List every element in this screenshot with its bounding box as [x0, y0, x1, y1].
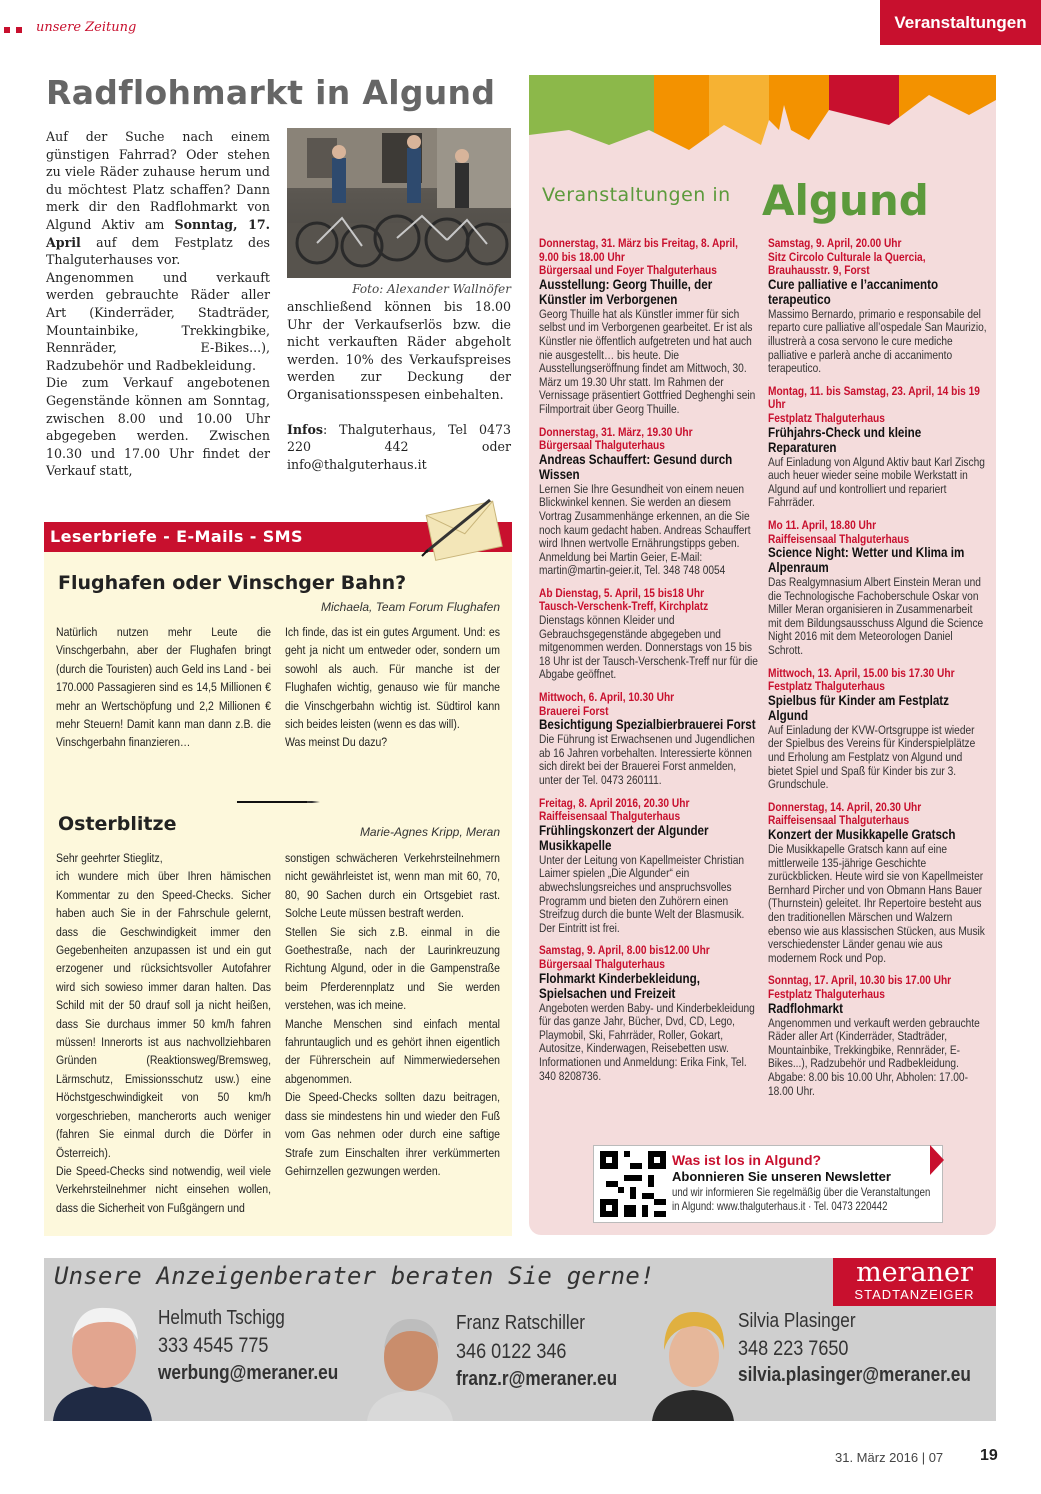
event-item [539, 691, 759, 788]
qr-code-icon[interactable] [600, 1151, 666, 1217]
person-2-name: Franz Ratschiller [456, 1312, 586, 1334]
bicycles-photo-illustration [287, 128, 511, 278]
letter-1-column-2: Ich finde, das ist ein gutes Argument. Und: es geht ja nicht um entweder oder, sondern um sowohl als auch. Für manche ist der Flughafen wichtig, genauso wie für manche die Vinschgerbahn wichtig ist. Südtirol kann sich beides leisten (wenn es das will). Was meinst Du dazu? [285, 625, 500, 750]
event-date: Donnerstag, 31. März bis Freitag, 8. April, 9.00 bis 18.00 Uhr [539, 236, 738, 264]
page-number: 19 [980, 1447, 998, 1464]
envelope-pen-icon [418, 494, 508, 570]
event-date: Montag, 11. bis Samstag, 23. April, 14 bis 19 Uhr [768, 383, 980, 412]
event-date: Donnerstag, 14. April, 20.30 Uhr [768, 799, 922, 814]
person-3-phone: 348 223 7650 [738, 1337, 849, 1360]
article-column-2-text: anschließend können bis 18.00 Uhr der Verkaufserlös bzw. die nicht verkauften Räder abgeholt werden. 10% des Verkaufspreises werden zur Deckung der Organisationsspesen einbehalten. [287, 299, 511, 402]
person-2-phone: 346 0122 346 [456, 1340, 567, 1363]
event-item [768, 974, 988, 1098]
event-description: Die Führung ist Erwachsenen und Jugendlichen ab 16 Jahren vorbehalten. Interessierte können sich direkt bei der Brauerei Forst anmelden, unter der Tel. 0473 260111. [539, 732, 755, 787]
events-column-right [768, 237, 988, 1107]
event-description: Angeboten werden Baby- und Kinderbekleidung für das ganze Jahr, Bücher, Dvd, CD, Lego, Playmobil, Ski, Fahrräder, Roller, Gokart, Autositze, Kinderwagen, Reisebetten usw. Informationen und Anmeldung: Erika Fink, Tel. 340 8208736. [539, 1000, 755, 1083]
letter-1-author: Michaela, Team Forum Flughafen [321, 600, 500, 614]
event-location: Tausch-Verschenk-Treff, Kirchplatz [539, 599, 709, 614]
person-1-email[interactable]: werbung@meraner.eu [158, 1362, 339, 1384]
event-location: Raiffeisensaal Thalguterhaus [768, 813, 910, 828]
event-location: Raiffeisensaal Thalguterhaus [539, 809, 681, 824]
event-item [768, 519, 988, 658]
event-item [539, 237, 759, 417]
event-item [539, 426, 759, 578]
photo-caption: Foto: Alexander Wallnöfer [352, 282, 511, 296]
letters-section-title: Leserbriefe - E-Mails - SMS [50, 527, 303, 546]
event-description: Auf Einladung der KVW-Ortsgruppe ist wieder der Spielbus des Vereins für Kinderspielplätze und Erholung am Festplatz von Algund und bietet Spiel und Spaß für Kinder bis zur 3. Grundschule. [768, 722, 976, 792]
events-title-small: Veranstaltungen in [542, 184, 731, 206]
pen-divider-icon [232, 792, 322, 811]
event-date: Donnerstag, 31. März, 19.30 Uhr [539, 424, 693, 439]
logo-bottom-text: STADTANZEIGER [854, 1287, 975, 1302]
event-description: Angenommen und verkauft werden gebrauchte Räder aller Art (Kinderräder, Stadträder, Mountainbike, Trekkingbike, Rennräder, E-Bikes...), Radzubehör und Radbekleidung. Abgabe: 8.00 bis 10.00 Uhr, Abholen: 17.00-18.00 Uhr. [768, 1015, 980, 1098]
event-description: Das Realgymnasium Albert Einstein Meran und die Technologische Fachoberschule Oskar von Miller Meran organisieren in Zusammenarbeit mit dem Bildungsausschuss Algund die Science Night 2016 mit dem Meteorologen Daniel Schrott. [768, 575, 984, 658]
event-description: Lernen Sie Ihre Gesundheit von einem neuen Blickwinkel kennen. Sie werden an diesem Vortrag Zusammenhänge erkennen, an die Sie noch kaum gedacht haben. Andreas Schauffert wird Ihnen wertvolle Ernährungstipps geben. Anmeldung bei Martin Geier, E-Mail: martin@martin-geier.it, Tel. 348 748 0054 [539, 481, 751, 578]
info-text: : Thalguterhaus, Tel 0473 220 442 oder info@thalguterhaus.it [287, 421, 511, 472]
events-header-graphic [529, 75, 996, 180]
event-item [768, 667, 988, 792]
person-3-email[interactable]: silvia.plasinger@meraner.eu [738, 1364, 971, 1386]
event-location: Bürgersaal Thalguterhaus [539, 438, 665, 453]
event-title: Konzert der Musikkapelle Gratsch [768, 827, 956, 843]
brand-name: unsere Zeitung [36, 20, 137, 35]
article-column-1: Auf der Suche nach einem günstigen Fahrrad? Oder stehen zu viele Räder zuhause herum und du möchtest Platz schaffen? Dann merk dir den Radflohmarkt von Algund Aktiv am Sonntag, 17. April auf dem Festplatz des Thalguterhauses vor. Angenommen und verkauft werden gebrauchte Räder aller Art (Kinderräder, Stadträder, Mountainbike, Trekkingbike, Rennräder, E-Bikes...), Radzubehör und Radbekleidung. Die zum Verkauf angebotenen Gegenstände können am Sonntag, zwischen 8.00 und 10.00 Uhr abgegeben werden. Zwischen 10.30 und 17.00 Uhr findet der Verkauf statt, [46, 129, 270, 479]
event-title: Frühjahrs-Check und kleine Reparaturen [768, 424, 922, 456]
section-tab: Veranstaltungen [880, 0, 1041, 45]
person-1-phone: 333 4545 775 [158, 1334, 269, 1357]
letter-2-author: Marie-Agnes Kripp, Meran [359, 825, 500, 839]
event-title: Science Night: Wetter und Klima im Alpenraum [768, 545, 965, 577]
event-description: Auf Einladung von Algund Aktiv baut Karl Zischg auch heuer wieder seine mobile Werkstatt in Algund auf und kontrolliert und repariert Fahrräder. [768, 454, 985, 510]
event-location: Sitz Circolo Culturale la Quercia, Brauhausstr. 9, Forst [768, 249, 926, 278]
event-title: Besichtigung Spezialbierbrauerei Forst [539, 717, 756, 734]
event-location: Bürgersaal Thalguterhaus [539, 956, 665, 971]
event-title: Cure palliative e l’accanimento terapeutico [768, 276, 939, 308]
event-item [768, 385, 988, 510]
event-title: Flohmarkt Kinderbekleidung, Spielsachen und Freizeit [539, 970, 700, 1002]
newsletter-subtitle: Abonnieren Sie unseren Newsletter [672, 1169, 891, 1184]
event-date: Mittwoch, 6. April, 10.30 Uhr [539, 690, 675, 705]
event-item [768, 237, 988, 376]
avatar-helmuth-tschigg [48, 1298, 156, 1421]
event-date: Samstag, 9. April, 8.00 bis12.00 Uhr [539, 943, 710, 958]
event-title: Frühlingskonzert der Algunder Musikkapelle [539, 822, 709, 854]
article-title: Radflohmarkt in Algund [46, 73, 496, 112]
event-date: Freitag, 8. April 2016, 20.30 Uhr [539, 795, 690, 810]
event-title: Andreas Schauffert: Gesund durch Wissen [539, 451, 733, 483]
avatar-franz-ratschiller [365, 1305, 455, 1421]
newsletter-title: Was ist los in Algund? [672, 1152, 822, 1168]
event-location: Festplatz Thalguterhaus [768, 410, 885, 425]
event-item [539, 797, 759, 936]
event-title: Ausstellung: Georg Thuille, der Künstler im Verborgenen [539, 276, 713, 308]
event-description: Dienstags können Kleider und Gebrauchsgegenstände abgegeben und mitgenommen werden. Donnerstags von 15 bis 18 Uhr ist der Tausch-Verschenk-Treff nur für die Abgabe geöffnet. [539, 613, 758, 682]
person-3-name: Silvia Plasinger [738, 1310, 856, 1332]
events-column-left [539, 237, 759, 1092]
person-2-email[interactable]: franz.r@meraner.eu [456, 1368, 618, 1390]
event-title: Spielbus für Kinder am Festplatz Algund [768, 692, 950, 724]
event-item [539, 944, 759, 1083]
footer-date: 31. März 2016 | 07 [835, 1450, 944, 1465]
event-date: Sonntag, 17. April, 10.30 bis 17.00 Uhr [768, 973, 952, 988]
event-title: Radflohmarkt [768, 1000, 843, 1017]
event-location: Brauerei Forst [539, 703, 609, 718]
letter-2-column-1: Sehr geehrter Stieglitz, ich wundere mich über Ihren hämischen Kommentar zu den Speed-Checks. Sicher haben auch Sie in der Fahrschule gelernt, dass die Geschwindigkeit immer den Gegebenheiten anzupassen ist und ein gut erzogener und rücksichtsvoller Autofahrer wird sich sowieso immer daran halten. Das Schild mit der 50 drauf soll ja nicht heißen, dass Sie durchaus immer 50 km/h fahren müssen! Innerorts ist aus nachvollziehbaren Gründen (Reaktionsweg/Bremsweg, Lärmschutz, Emissionsschutz usw.) eine Höchstgeschwindigkeit von 50 km/h vorgeschrieben, mancherorts auch weniger (fahren Sie einmal durch die Dörfer in Österreich). Die Speed-Checks sind notwendig, weil viele Verkehrsteilnehmer nicht einsehen wollen, dass die Sicherheit von Fußgängern und [56, 851, 271, 1215]
event-date: Ab Dienstag, 5. April, 15 bis18 Uhr [539, 585, 705, 600]
brand-dots [4, 27, 22, 33]
article-photo [287, 128, 511, 278]
ad-headline: Unsere Anzeigenberater beraten Sie gerne! [54, 1262, 655, 1290]
event-date: Mittwoch, 13. April, 15.00 bis 17.30 Uhr [768, 665, 955, 680]
logo-top-text: meraner [856, 1257, 973, 1288]
event-item [539, 587, 759, 682]
newsletter-text: und wir informieren Sie regelmäßig über die Veranstaltungen in Algund: www.thalguterhaus.it · Tel. 0473 220442 [672, 1185, 931, 1213]
event-description: Unter der Leitung von Kapellmeister Christian Laimer spielen „Die Algunder“ ein abwechslungsreiches und anspruchsvolles Programm und bieten den Zuhörern einen Streifzug durch die bunte Welt der Blasmusik. Der Eintritt ist frei. [539, 852, 745, 935]
event-description: Die Musikkapelle Gratsch kann auf eine mittlerweile 135-jährige Geschichte zurückblicken. Heute wird sie von Kapellmeister Bernhard Pircher und von Obmann Hans Bauer (Thurnstein) geleitet. Ihr Repertoire besteht aus den traditionellen Märschen und Walzern ebenso wie aus klassischen Stücken, aus Musik verschiedenster Länder genau wie aus modernem Rock und Pop. [768, 842, 985, 965]
letter-2-heading: Osterblitze [58, 813, 177, 835]
event-date: Mo 11. April, 18.80 Uhr [768, 517, 877, 532]
event-location: Raiffeisensaal Thalguterhaus [768, 531, 910, 546]
event-description: Georg Thuille hat als Künstler immer für sich selbst und im Verborgenen gearbeitet. Er ist als Künstler nie öffentlich aufgetreten und hat auch nie ausgestellt… bis heute. Die Ausstellungseröffnung findet am Mittwoch, 30. März um 19.30 Uhr statt. Im Rahmen der Vernissage präsentiert Gottfried Deghenghi sein Filmportrait über Georg Thuille. [539, 306, 756, 416]
event-date: Samstag, 9. April, 20.00 Uhr [768, 236, 902, 250]
event-location: Festplatz Thalguterhaus [768, 986, 885, 1001]
avatar-silvia-plasinger [650, 1300, 736, 1421]
letter-2-column-2: sonstigen schwächeren Verkehrsteilnehmern nicht gewährleistet ist, wenn man mit 60, 70, 80, 90 Sachen durch ein Ortsgebiet rast. Solche Leute müssen bestraft werden. Stellen Sie sich z.B. einmal in die Goethestraße, nach der Laurinkreuzung Richtung Algund, oder in die Gampenstraße beim Pferderennplatz und Sie werden verstehen, was ich meine. Manche Menschen sind einfach mental fahruntauglich und es gehört ihnen eigentlich der Führerschein auf Nimmerwiedersehen abgenommen. Die Speed-Checks sollten dazu beitragen, dass sie mindestens hin und wieder den Fuß vom Gas nehmen oder durch eine saftige Strafe zum Einschalten ihrer verkümmerten Gehirnzellen gezwungen werden. [285, 851, 500, 1178]
event-item [768, 801, 988, 966]
info-label: Infos [287, 421, 323, 437]
event-location: Festplatz Thalguterhaus [768, 679, 885, 694]
article-column-2 [287, 298, 511, 473]
letter-1-column-1: Natürlich nutzen mehr Leute die Vinschgerbahn, aber der Flughafen bringt (durch die Touristen) auch Geld ins Land - bei 170.000 Passagieren sind es 14,5 Millionen € mehr an Wertschöpfung und 2,2 Millionen € mehr Steuern! Damit kann man dann z.B. die Vinschgerbahn finanzieren… [56, 625, 271, 750]
events-title-big: Algund [762, 176, 929, 225]
newsletter-corner-arrow [930, 1145, 944, 1179]
letter-1-heading: Flughafen oder Vinschger Bahn? [58, 572, 407, 594]
person-1-name: Helmuth Tschigg [158, 1307, 285, 1329]
meraner-logo [833, 1258, 996, 1306]
event-location: Bürgersaal und Foyer Thalguterhaus [539, 263, 717, 278]
event-description: Massimo Bernardo, primario e responsabile del reparto cure palliative all’ospedale San Maurizio, illustrerà a cosa servono le cure mediche palliative e parlerà anche di accanimento terapeutico. [768, 306, 987, 376]
